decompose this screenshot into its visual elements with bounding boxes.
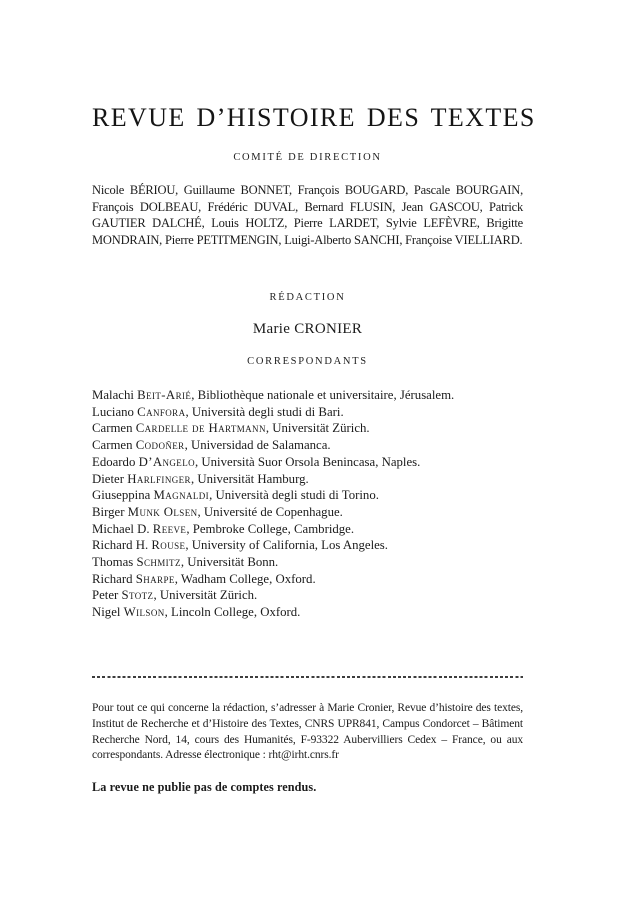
comite-direction-header: COMITÉ DE DIRECTION (233, 152, 382, 163)
correspondant-surname: Canfora (137, 404, 186, 419)
correspondant-affiliation: , Universidad de Salamanca. (184, 438, 331, 453)
redaction-header: RÉDACTION (269, 292, 346, 303)
correspondant-surname: Beit-Arié (137, 388, 192, 402)
correspondant-surname: Cardelle de Hartmann (135, 421, 266, 436)
comite-direction-members: Nicole BÉRIOU, Guillaume BONNET, François BOUGARD, Pascale BOURGAIN, François DOLBEAU, Frédéric DUVAL, Bernard FLUSIN, Jean GASCOU, Patrick GAUTIER DALCHÉ, Louis HOLTZ, Pierre LARDET, Sylvie LEFÈVRE, Brigitte MONDRAIN, Pierre PETITMENGIN, Luigi-Alberto SANCHI, Françoise VIELLIARD. (92, 183, 523, 247)
correspondant-affiliation: , Wadham College, Oxford. (174, 571, 316, 586)
correspondant-given: Michael D. (92, 521, 153, 536)
correspondant-affiliation: , Pembroke College, Cambridge. (186, 521, 355, 536)
correspondant-affiliation: , Universität Zürich. (153, 588, 258, 603)
correspondant-surname: Schmitz (136, 555, 181, 570)
correspondant-given: Edoardo (92, 454, 139, 469)
correspondant-affiliation: , Universität Hamburg. (190, 471, 309, 486)
contact-text: Pour tout ce qui concerne la rédaction, s’adresser à Marie Cronier, Revue d’histoire des textes, Institut de Recherche et d’Histoire des Textes, CNRS UPR841, Campus Condorcet – Bâtiment Recherche Nord, 14, cours des Humanités, F-93322 Aubervilliers Cedex – France, ou aux correspondants. Adresse électronique : (92, 702, 523, 762)
correspondant-given: Carmen (92, 438, 136, 453)
correspondant-affiliation: , Universität Bonn. (180, 555, 279, 570)
correspondant-affiliation: , Lincoln College, Oxford. (164, 605, 301, 620)
correspondant-given: Birger (92, 504, 128, 519)
correspondant-given: Richard (92, 571, 136, 586)
no-reviews-note: La revue ne publie pas de comptes rendus. (92, 780, 317, 794)
correspondant-affiliation: , Università Suor Orsola Benincasa, Naples. (195, 454, 421, 469)
correspondant-given: Thomas (92, 555, 137, 570)
correspondant-given: Luciano (92, 404, 138, 419)
correspondant-affiliation: , Universität Zürich. (265, 421, 370, 436)
correspondant-row (92, 604, 523, 621)
correspondant-surname: Harlfinger (127, 471, 191, 486)
correspondant-affiliation: , Università degli studi di Torino. (209, 488, 379, 503)
correspondants-list (92, 387, 523, 621)
correspondant-surname: Codoñer (135, 438, 185, 453)
correspondant-surname: Stotz (121, 588, 154, 603)
contact-email: rht@irht.cnrs.fr (268, 749, 339, 762)
correspondant-row (92, 404, 523, 421)
correspondant-row (92, 587, 523, 604)
correspondant-row (92, 454, 523, 471)
contact-paragraph (92, 701, 523, 764)
correspondant-affiliation: , Bibliothèque nationale et universitaire, Jérusalem. (191, 388, 455, 402)
correspondant-given: Richard H. (92, 538, 152, 553)
correspondant-row (92, 521, 523, 538)
correspondant-affiliation: , Università degli studi di Bari. (185, 404, 344, 419)
correspondant-surname: Wilson (123, 605, 165, 620)
correspondant-surname: Rouse (151, 538, 186, 553)
correspondant-row (92, 387, 523, 404)
correspondant-row (92, 554, 523, 571)
correspondant-row (92, 437, 523, 454)
correspondant-given: Peter (92, 588, 122, 603)
correspondant-given: Malachi (92, 388, 138, 402)
correspondant-surname: Magnaldi (153, 488, 210, 503)
correspondant-given: Giuseppina (92, 488, 154, 503)
correspondant-surname: Munk Olsen (127, 504, 198, 519)
correspondant-surname: D’Angelo (138, 454, 196, 469)
correspondants-header: CORRESPONDANTS (247, 356, 368, 367)
correspondant-given: Carmen (92, 421, 136, 436)
correspondant-row (92, 487, 523, 504)
correspondant-row (92, 571, 523, 588)
correspondant-affiliation: , Université de Copenhague. (197, 504, 343, 519)
correspondant-surname: Sharpe (135, 571, 175, 586)
correspondant-affiliation: , University of California, Los Angeles. (185, 538, 388, 553)
dashed-separator (92, 676, 523, 678)
journal-title: REVUE D’HISTOIRE DES TEXTES (92, 103, 536, 132)
correspondant-row (92, 537, 523, 554)
correspondant-row (92, 504, 523, 521)
correspondant-surname: Reeve (152, 521, 187, 536)
correspondant-row (92, 420, 523, 437)
editor-name: Marie CRONIER (252, 321, 363, 337)
correspondant-row (92, 471, 523, 488)
correspondant-given: Dieter (92, 471, 128, 486)
correspondant-given: Nigel (92, 605, 124, 620)
